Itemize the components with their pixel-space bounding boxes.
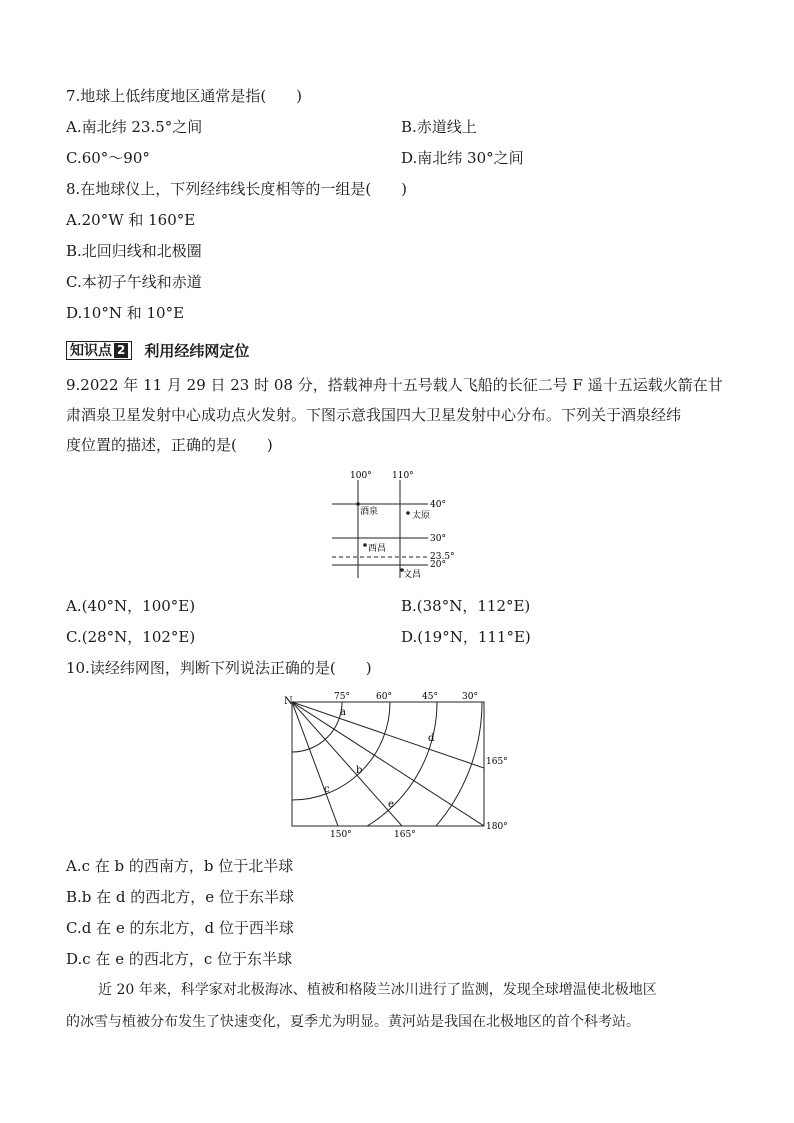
label-lat-23-5: 23.5° <box>430 552 455 562</box>
q8-option-b: B.北回归线和北极圈 <box>66 242 202 260</box>
q8-stem: 8.在地球仪上，下列经纬线长度相等的一组是( ) <box>66 180 408 198</box>
section-badge <box>66 341 132 360</box>
point-d: d <box>428 733 435 744</box>
label-lon-180: 180° <box>486 822 508 832</box>
label-pole-n: N <box>284 696 293 707</box>
q7-option-a: A.南北纬 23.5°之间 <box>66 118 203 136</box>
label-wenchang: 文昌 <box>403 570 422 580</box>
label-lat-20: 20° <box>430 560 446 570</box>
point-a: a <box>340 707 346 718</box>
q9-option-c: C.(28°N，102°E) <box>66 628 196 646</box>
parallel-45 <box>278 688 437 840</box>
q9-option-b: B.(38°N，112°E) <box>401 597 531 615</box>
passage-line1: 近 20 年来，科学家对北极海冰、植被和格陵兰冰川进行了监测，发现全球增温使北极地区 <box>98 982 657 998</box>
label-xichang: 西昌 <box>368 544 387 554</box>
q10-option-d: D.c 在 e 的西北方，c 位于东半球 <box>66 950 293 968</box>
label-lat-45: 45° <box>422 692 438 702</box>
label-lat-75: 75° <box>334 692 350 702</box>
point-c: c <box>324 784 330 795</box>
q10-option-b: B.b 在 d 的西北方，e 位于东半球 <box>66 888 294 906</box>
label-taiyuan: 太原 <box>412 511 431 521</box>
section-title: 利用经纬网定位 <box>144 341 250 360</box>
q8-option-a: A.20°W 和 160°E <box>66 211 196 229</box>
q10-option-a: A.c 在 b 的西南方，b 位于北半球 <box>66 857 294 875</box>
q9-option-a: A.(40°N，100°E) <box>66 597 196 615</box>
point-xichang <box>363 543 367 547</box>
section-header <box>66 340 249 360</box>
label-lon-165-right: 165° <box>486 757 508 767</box>
polar-grid-figure <box>278 688 518 840</box>
launch-center-map <box>328 466 468 582</box>
section-badge-label: 知识点 <box>70 343 112 359</box>
passage-line2: 的冰雪与植被分布发生了快速变化，夏季尤为明显。黄河站是我国在北极地区的首个科考站。 <box>66 1014 640 1030</box>
q7-stem: 7.地球上低纬度地区通常是指( ) <box>66 87 303 105</box>
label-lat-40: 40° <box>430 500 446 510</box>
reading-passage <box>66 974 730 1038</box>
label-jiuquan: 酒泉 <box>360 507 379 517</box>
label-lat-60: 60° <box>376 692 392 702</box>
q9-stem-line2: 肃酒泉卫星发射中心成功点火发射。下图示意我国四大卫星发射中心分布。下列关于酒泉经纬 <box>66 406 682 424</box>
label-lon-150: 150° <box>330 830 352 840</box>
point-e: e <box>388 799 394 810</box>
point-jiuquan <box>356 502 360 506</box>
q8-option-c: C.本初子午线和赤道 <box>66 273 202 291</box>
q9-option-d: D.(19°N，111°E) <box>401 628 531 646</box>
q9-stem-line3: 度位置的描述，正确的是( ) <box>66 436 273 454</box>
label-lon-100: 100° <box>350 471 372 481</box>
section-badge-number: 2 <box>114 343 128 358</box>
label-lat-30: 30° <box>462 692 478 702</box>
q7-option-c: C.60°～90° <box>66 149 150 167</box>
q10-stem: 10.读经纬网图，判断下列说法正确的是( ) <box>66 659 372 677</box>
q7-option-b: B.赤道线上 <box>401 118 477 136</box>
point-b: b <box>356 765 363 776</box>
q9-stem-line1: 9.2022 年 11 月 29 日 23 时 08 分，搭载神舟十五号载人飞船的长征二号 F 遥十五运载火箭在甘 <box>66 376 723 394</box>
q7-option-d: D.南北纬 30°之间 <box>401 149 524 167</box>
q10-option-c: C.d 在 e 的东北方，d 位于西半球 <box>66 919 294 937</box>
point-taiyuan <box>406 511 410 515</box>
label-lon-110: 110° <box>392 471 414 481</box>
label-lon-165-bottom: 165° <box>394 830 416 840</box>
meridian-150 <box>292 702 338 826</box>
q9-stem <box>66 370 730 460</box>
label-lat-30: 30° <box>430 534 446 544</box>
q8-option-d: D.10°N 和 10°E <box>66 304 185 322</box>
